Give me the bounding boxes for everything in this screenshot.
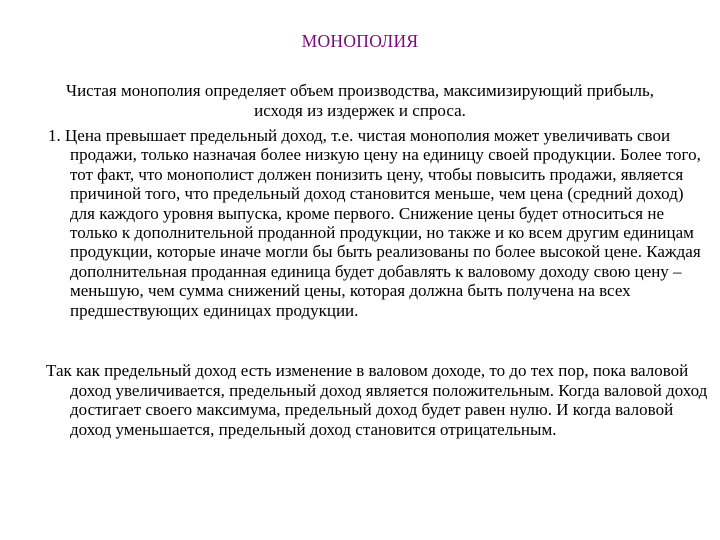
intro-paragraph: Чистая монополия определяет объем производства, максимизирующий прибыль, исходя из издержек и спроса.	[66, 81, 654, 120]
marginal-revenue-paragraph: Так как предельный доход есть изменение в валовом доходе, то до тех пор, пока валовой доход увеличивается, предельный доход является положительным. Когда валовой доход достигает своего максимума, предельный доход будет равен нулю. И когда валовой доход уменьшается, предельный доход становится отрицательным.	[46, 361, 708, 439]
slide-title: МОНОПОЛИЯ	[301, 31, 419, 51]
numbered-paragraph-1: 1. Цена превышает предельный доход, т.е. чистая монополия может увеличивать свои продажи, только назначая более низкую цену на единицу своей продукции. Более того, тот факт, что монополист должен понизить цену, чтобы повысить продажи, является причиной того, что предельный доход становится меньше, чем цена (средний доход) для каждого уровня выпуска, кроме первого. Снижение цены будет относиться не только к дополнительной проданной продукции, но также и ко всем другим единицам продукции, которые иначе могли бы быть реализованы по более высокой цене. Каждая дополнительная проданная единица будет добавлять к валовому доходу свою цену – меньшую, чем сумма снижений цены, которая должна быть получена на всех предшествующих единицах продукции.	[48, 126, 701, 320]
